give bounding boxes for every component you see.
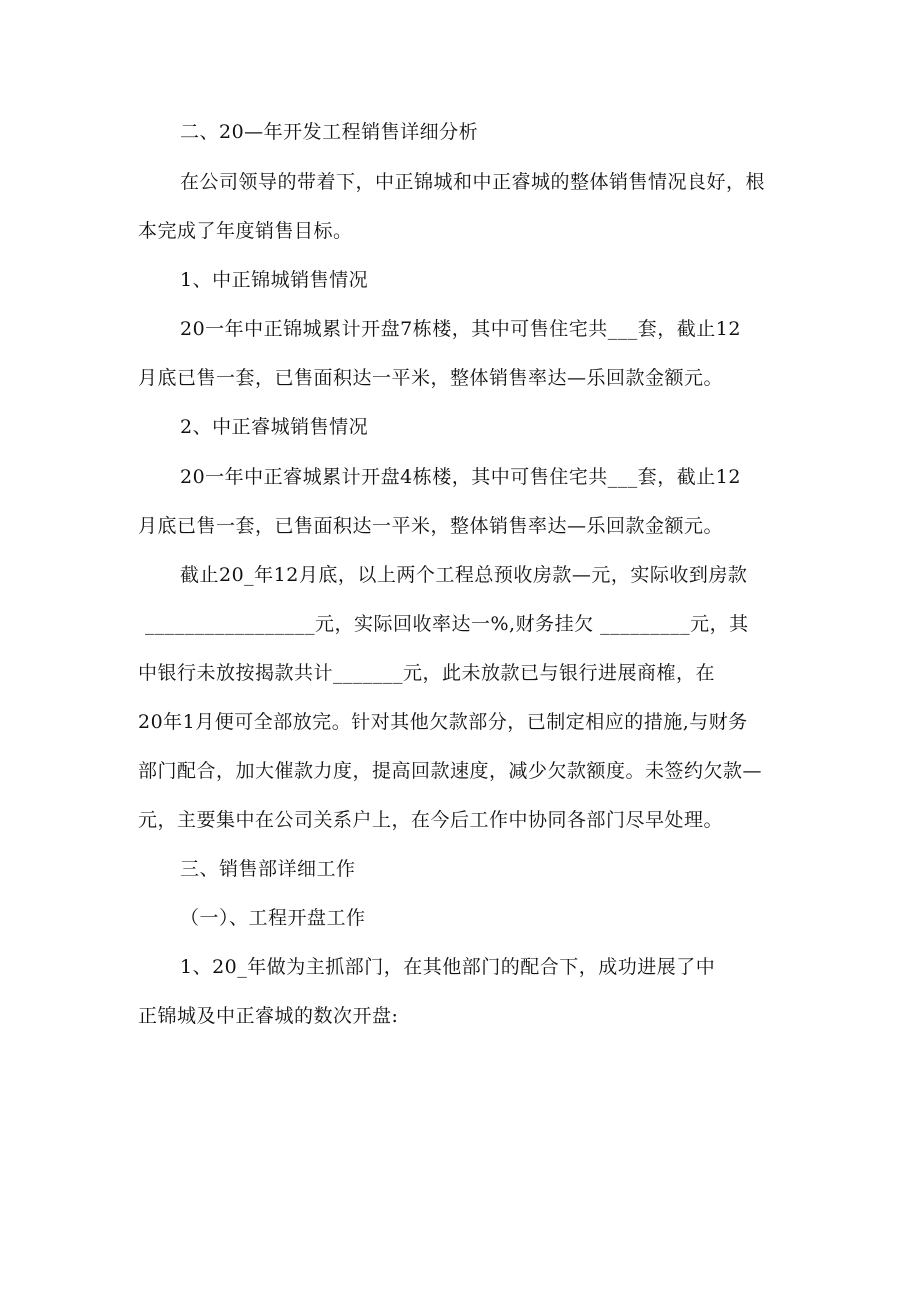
- paragraph-line: 1、20_年做为主抓部门，在其他部门的配合下，成功进展了中: [180, 956, 716, 978]
- subheading: 1、中正锦城销售情况: [180, 269, 369, 291]
- paragraph-line: 截止20_年12月底，以上两个工程总预收房款—元，实际收到房款: [180, 564, 748, 586]
- section-heading: 二、20—年开发工程销售详细分析: [180, 121, 479, 143]
- paragraph-line: 元，主要集中在公司关系户上，在今后工作中协同各部门尽早处理。: [138, 809, 724, 831]
- paragraph-line: 在公司领导的带着下，中正锦城和中正睿城的整体销售情况良好，根: [180, 171, 766, 193]
- section-heading: 三、销售部详细工作: [180, 858, 356, 880]
- subheading: 2、中正睿城销售情况: [180, 416, 369, 438]
- paragraph-line: 20年1月便可全部放完。针对其他欠款部分，已制定相应的措施,与财务: [138, 711, 748, 733]
- paragraph-line: 部门配合，加大催款力度，提高回款速度，减少欠款额度。未签约欠款—: [138, 760, 763, 782]
- paragraph-line: 月底已售一套，已售面积达一平米，整体销售率达—乐回款金额元。: [138, 515, 724, 537]
- paragraph-line: 本完成了年度销售目标。: [138, 220, 353, 242]
- paragraph-line: 月底已售一套，已售面积达一平米，整体销售率达—乐回款金额元。: [138, 367, 724, 389]
- paragraph-line: 正锦城及中正睿城的数次开盘:: [138, 1005, 399, 1027]
- paragraph-line: 20一年中正锦城累计开盘7栋楼，其中可售住宅共___套，截止12: [180, 318, 741, 340]
- paragraph-line: _________________元，实际回收率达一%,财务挂欠 _________元，其: [145, 613, 749, 635]
- paragraph-line: 中银行未放按揭款共计_______元，此未放款已与银行进展商榷，在: [138, 662, 716, 684]
- subheading: （一）、工程开盘工作: [180, 907, 366, 929]
- paragraph-line: 20一年中正睿城累计开盘4栋楼，其中可售住宅共___套，截止12: [180, 466, 741, 488]
